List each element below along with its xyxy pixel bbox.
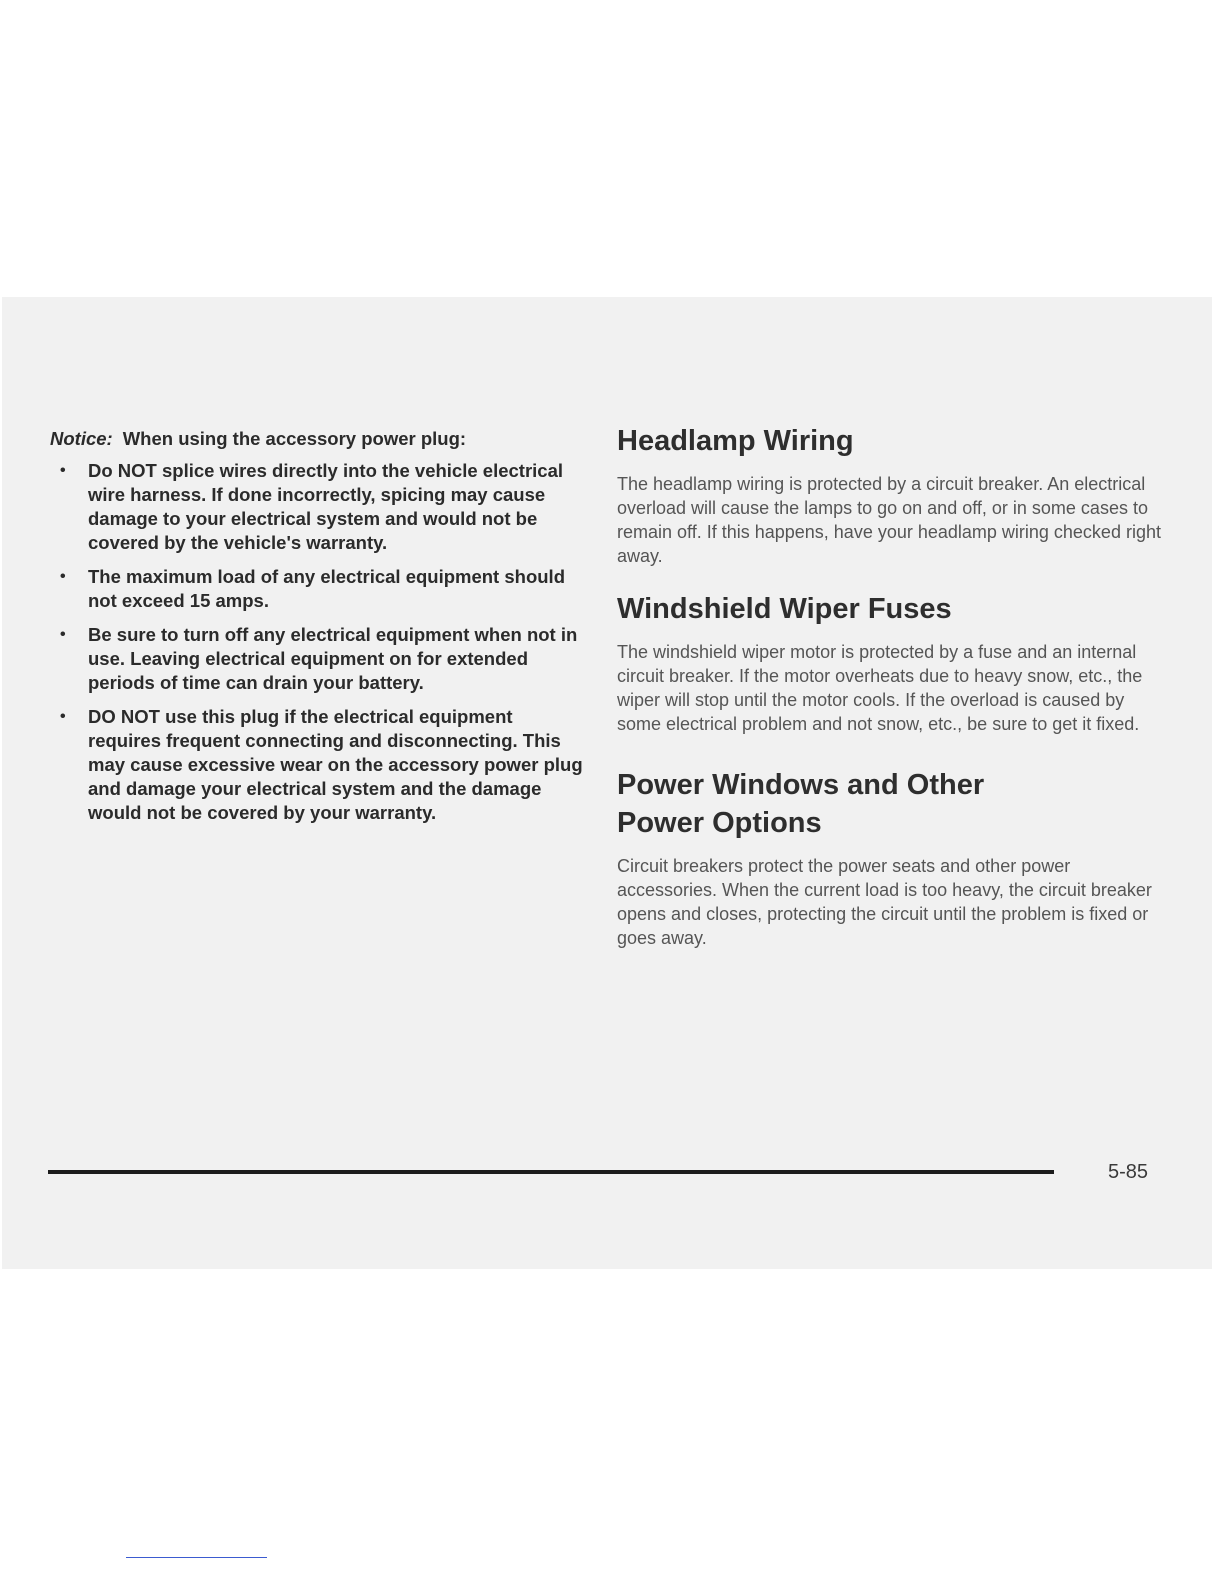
section-heading: Power Windows and Other Power Options [617,769,985,839]
notice-intro [50,427,590,451]
section-headlamp-wiring [617,422,1162,568]
bullet-item [50,565,590,613]
bullet-text: The maximum load of any electrical equipment should not exceed 15 amps. [88,566,565,611]
sections-column [617,422,1162,950]
section-body: The headlamp wiring is protected by a circuit breaker. An electrical overload will cause the lamps to go on and off, or in some cases to remain off. If this happens, have your headlamp wiring checked right away. [617,474,1161,566]
bullet-icon: • [60,626,66,643]
bullet-item [50,459,590,555]
bullet-item [50,623,590,695]
section-body: Circuit breakers protect the power seats and other power accessories. When the current load is too heavy, the circuit breaker opens and closes, protecting the circuit until the problem is fixed or goes away. [617,856,1152,948]
bullet-item [50,705,590,825]
section-heading: Windshield Wiper Fuses [617,593,952,625]
bullet-icon: • [60,708,66,725]
bullet-text: DO NOT use this plug if the electrical equipment requires frequent connecting and disconnecting. This may cause excessive wear on the accessory power plug and damage your electrical system and the damage would not be covered by your warranty. [88,706,583,823]
bullet-text: Be sure to turn off any electrical equipment when not in use. Leaving electrical equipment on for extended periods of time can drain your battery. [88,624,578,693]
notice-label: Notice: [50,428,113,449]
notice-column [50,427,590,835]
section-heading: Headlamp Wiring [617,425,854,457]
section-body: The windshield wiper motor is protected by a fuse and an internal circuit breaker. If the motor overheats due to heavy snow, etc., the wiper will stop until the motor cools. If the overload is caused by some electrical problem and not snow, etc., be sure to get it fixed. [617,642,1143,734]
bottom-link-underline [126,1557,267,1558]
section-windshield-wiper-fuses [617,590,1162,736]
bullet-icon: • [60,568,66,585]
notice-text: When using the accessory power plug: [122,428,467,449]
section-power-windows [617,766,1162,950]
footer-rule [48,1170,1054,1174]
bullet-icon: • [60,462,66,479]
notice-bullet-list [50,459,590,825]
page-number: 5-85 [1108,1161,1149,1183]
bullet-text: Do NOT splice wires directly into the vehicle electrical wire harness. If done incorrectly, spicing may cause damage to your electrical system and would not be covered by the vehicle's warranty. [88,460,564,553]
